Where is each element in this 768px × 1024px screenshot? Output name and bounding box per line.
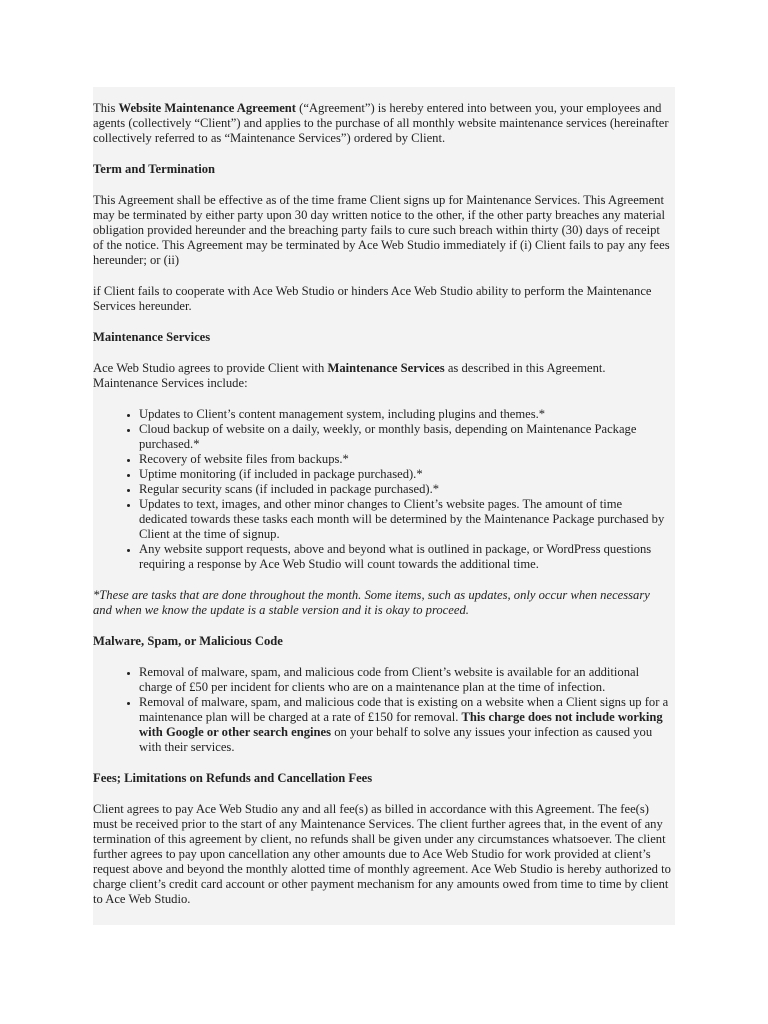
- fees-heading: Fees; Limitations on Refunds and Cancellation Fees: [93, 771, 373, 785]
- fees-paragraph: Client agrees to pay Ace Web Studio any and all fee(s) as billed in accordance with this Agreement. The fee(s) must be received prior to the start of any Maintenance Services. The client further agrees that, in the event of any termination of this agreement by client, no refunds shall be given under any circumstances whatsoever. The client further agrees to pay upon cancellation any other amounts due to Ace Web Studio for work provided at client’s request above and beyond the monthly alotted time of monthly agreement. Ace Web Studio is hereby authorized to charge client’s credit card account or other payment mechanism for any amounts owed from time to time by client to Ace Web Studio.: [93, 802, 671, 906]
- intro-paragraph: This Website Maintenance Agreement (“Agreement”) is hereby entered into between you, your employees and agents (collectively “Client”) and applies to the purchase of all monthly website maintenance services (hereinafter collectively referred to as “Maintenance Services”) ordered by Client.: [93, 101, 669, 145]
- malware-heading: Malware, Spam, or Malicious Code: [93, 634, 283, 648]
- list-item: • Removal of malware, spam, and malicious code from Client’s website is available for an additional charge of £50 per incident for clients who are on a maintenance plan at the time of infection.: [139, 665, 671, 695]
- term-heading: Term and Termination: [93, 162, 215, 176]
- list-item: • Updates to Client’s content management system, including plugins and themes.*: [139, 407, 671, 422]
- maintenance-note: *These are tasks that are done throughout the month. Some items, such as updates, only occur when necessary and when we know the update is a stable version and it is okay to proceed.: [93, 588, 650, 617]
- agreement-title: Website Maintenance Agreement: [118, 101, 296, 115]
- maintenance-intro: Ace Web Studio agrees to provide Client with Maintenance Services as described in this Agreement. Maintenance Services include:: [93, 361, 606, 390]
- list-item: • Updates to text, images, and other minor changes to Client’s website pages. The amount of time dedicated towards these tasks each month will be determined by the Maintenance Package purchased by Client at the time of signup.: [139, 497, 671, 542]
- list-item: • Any website support requests, above and beyond what is outlined in package, or WordPress questions requiring a response by Ace Web Studio will count towards the additional time.: [139, 542, 671, 572]
- term-paragraph-1: This Agreement shall be effective as of the time frame Client signs up for Maintenance Services. This Agreement may be terminated by either party upon 30 day written notice to the other, if the other party breaches any material obligation provided hereunder and the breaching party fails to cure such breach within thirty (30) days of receipt of the notice. This Agreement may be terminated by Ace Web Studio immediately if (i) Client fails to pay any fees hereunder; or (ii): [93, 193, 670, 267]
- maintenance-list: [93, 407, 671, 572]
- list-item: • Recovery of website files from backups.*: [139, 452, 671, 467]
- list-item: • Regular security scans (if included in package purchased).*: [139, 482, 671, 497]
- maintenance-heading: Maintenance Services: [93, 330, 211, 344]
- agreement-body: [93, 101, 671, 907]
- list-item: • Uptime monitoring (if included in package purchased).*: [139, 467, 671, 482]
- malware-list: [93, 665, 671, 755]
- list-item: • Cloud backup of website on a daily, weekly, or monthly basis, depending on Maintenance Package purchased.*: [139, 422, 671, 452]
- list-item: • Removal of malware, spam, and malicious code that is existing on a website when a Client signs up for a maintenance plan will be charged at a rate of £150 for removal. This charge does not include working with Google or other search engines on your behalf to solve any issues your infection as caused you with their services.: [139, 695, 671, 755]
- term-paragraph-2: if Client fails to cooperate with Ace Web Studio or hinders Ace Web Studio ability to perform the Maintenance Services hereunder.: [93, 284, 652, 313]
